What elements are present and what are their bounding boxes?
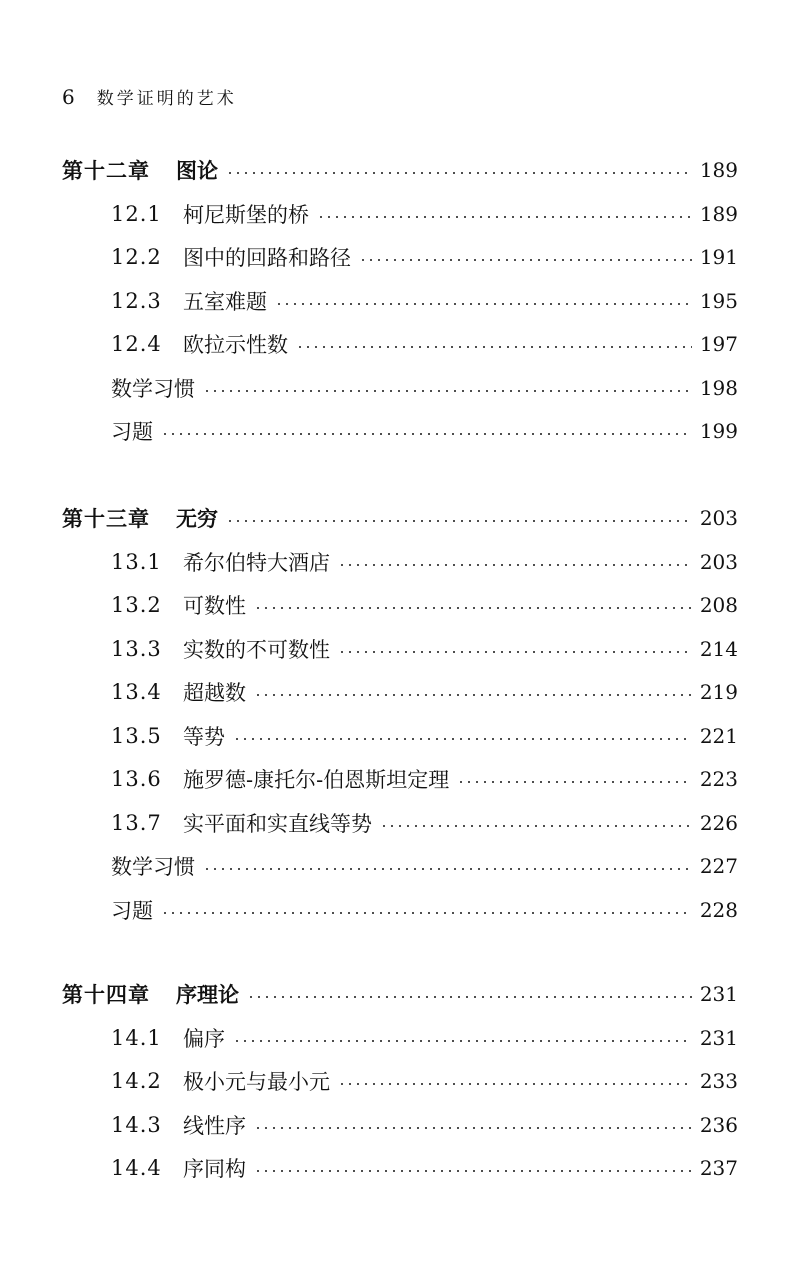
section-row[interactable] xyxy=(111,237,738,277)
leader-dots xyxy=(254,1127,692,1129)
section-row[interactable] xyxy=(111,324,738,364)
entry-page: 231 xyxy=(699,1025,738,1050)
entry-title: 习题 xyxy=(111,898,153,923)
chapter-row[interactable] xyxy=(62,498,738,538)
entry-label xyxy=(111,895,153,925)
section-row[interactable] xyxy=(111,1148,738,1188)
section-row[interactable] xyxy=(111,759,738,799)
section-number: 14.4 xyxy=(111,1156,162,1180)
chapter-label xyxy=(62,503,218,533)
entry-page: 237 xyxy=(699,1156,738,1180)
leader-dots xyxy=(359,259,692,261)
entry-label xyxy=(111,1110,246,1140)
running-header xyxy=(62,84,237,109)
leader-dots xyxy=(203,868,692,870)
chapter-title: 无穷 xyxy=(176,506,218,531)
chapter-row[interactable] xyxy=(62,150,738,190)
entry-title: 偏序 xyxy=(183,1026,225,1051)
entry-label xyxy=(111,1066,330,1096)
leader-dots xyxy=(254,1170,692,1172)
entry-title: 数学习惯 xyxy=(111,855,195,879)
leader-dots xyxy=(254,607,692,609)
book-title: 数学证明的艺术 xyxy=(96,89,237,109)
entry-title: 图中的回路和路径 xyxy=(183,246,351,270)
chapter-title: 序理论 xyxy=(176,982,239,1007)
chapter-page: 231 xyxy=(699,982,738,1006)
leader-dots xyxy=(338,564,692,566)
entry-page: 198 xyxy=(699,375,738,400)
entry-page: 189 xyxy=(699,201,738,226)
entry-label xyxy=(111,242,351,272)
leader-dots xyxy=(317,216,692,218)
section-row[interactable] xyxy=(111,585,738,625)
entry-title: 可数性 xyxy=(183,594,246,618)
entry-label xyxy=(111,416,153,446)
leader-dots xyxy=(254,694,692,696)
leader-dots xyxy=(247,996,692,998)
entry-title: 五室难题 xyxy=(183,289,267,314)
entry-page: 226 xyxy=(699,810,738,835)
entry-page: 191 xyxy=(699,245,738,269)
entry-label xyxy=(111,199,309,229)
entry-label xyxy=(111,721,225,751)
entry-title: 实数的不可数性 xyxy=(183,637,330,662)
section-number: 13.3 xyxy=(111,636,162,661)
entry-title: 施罗德-康托尔-伯恩斯坦定理 xyxy=(183,768,450,792)
leader-dots xyxy=(296,346,692,348)
section-number: 12.4 xyxy=(111,332,162,356)
section-number: 12.3 xyxy=(111,288,162,313)
entry-page: 223 xyxy=(699,767,738,791)
leader-dots xyxy=(457,781,692,783)
section-number: 13.1 xyxy=(111,549,162,574)
section-row[interactable] xyxy=(111,1061,738,1101)
leader-dots xyxy=(338,651,692,653)
chapter-number: 第十四章 xyxy=(62,982,150,1007)
section-row[interactable] xyxy=(111,281,738,321)
chapter-page: 203 xyxy=(699,506,738,530)
section-number: 14.3 xyxy=(111,1112,162,1137)
chapter-page: 189 xyxy=(699,158,738,182)
misc-row[interactable] xyxy=(111,890,738,930)
section-row[interactable] xyxy=(111,803,738,843)
entry-page: 228 xyxy=(699,897,738,922)
section-number: 14.2 xyxy=(111,1069,162,1093)
leader-dots xyxy=(203,390,692,392)
leader-dots xyxy=(233,1040,692,1042)
entry-label xyxy=(111,677,246,707)
leader-dots xyxy=(161,912,692,914)
entry-page: 197 xyxy=(699,332,738,356)
section-number: 12.2 xyxy=(111,245,162,269)
entry-title: 欧拉示性数 xyxy=(183,333,288,357)
entry-title: 等势 xyxy=(183,724,225,749)
entry-page: 195 xyxy=(699,288,738,313)
entry-page: 208 xyxy=(699,593,738,617)
entry-title: 实平面和实直线等势 xyxy=(183,811,372,836)
entry-page: 233 xyxy=(699,1069,738,1093)
leader-dots xyxy=(233,738,692,740)
entry-label xyxy=(111,286,267,316)
entry-page: 203 xyxy=(699,549,738,574)
section-number: 13.2 xyxy=(111,593,162,617)
chapter-number: 第十二章 xyxy=(62,158,150,183)
entry-title: 序同构 xyxy=(183,1157,246,1181)
entry-label xyxy=(111,764,449,794)
section-number: 13.7 xyxy=(111,810,162,835)
entry-label xyxy=(111,808,372,838)
entry-page: 221 xyxy=(699,723,738,748)
leader-dots xyxy=(226,520,692,522)
entry-page: 236 xyxy=(699,1112,738,1137)
entry-title: 希尔伯特大酒店 xyxy=(183,550,330,575)
entry-title: 超越数 xyxy=(183,681,246,705)
section-number: 13.5 xyxy=(111,723,162,748)
section-number: 13.6 xyxy=(111,767,162,791)
chapter-label xyxy=(62,155,218,185)
entry-label xyxy=(111,634,330,664)
section-row[interactable] xyxy=(111,1105,738,1145)
chapter-title: 图论 xyxy=(176,158,218,183)
section-number: 12.1 xyxy=(111,201,162,226)
entry-title: 极小元与最小元 xyxy=(183,1070,330,1094)
leader-dots xyxy=(380,825,692,827)
entry-label xyxy=(111,547,330,577)
section-row[interactable] xyxy=(111,672,738,712)
entry-label xyxy=(111,1153,246,1183)
section-number: 13.4 xyxy=(111,680,162,704)
entry-label xyxy=(111,329,288,359)
leader-dots xyxy=(226,172,692,174)
misc-row[interactable] xyxy=(111,411,738,451)
section-row[interactable] xyxy=(111,542,738,582)
entry-label xyxy=(111,373,195,403)
section-number: 14.1 xyxy=(111,1025,162,1050)
chapter-number: 第十三章 xyxy=(62,506,150,531)
entry-page: 219 xyxy=(699,680,738,704)
entry-title: 数学习惯 xyxy=(111,376,195,401)
section-row[interactable] xyxy=(111,1018,738,1058)
leader-dots xyxy=(275,303,692,305)
section-row[interactable] xyxy=(111,194,738,234)
entry-label xyxy=(111,1023,225,1053)
section-row[interactable] xyxy=(111,629,738,669)
entry-label xyxy=(111,851,195,881)
misc-row[interactable] xyxy=(111,368,738,408)
section-row[interactable] xyxy=(111,716,738,756)
entry-title: 习题 xyxy=(111,420,153,444)
leader-dots xyxy=(338,1083,692,1085)
entry-page: 199 xyxy=(699,419,738,443)
leader-dots xyxy=(161,433,692,435)
chapter-row[interactable] xyxy=(62,974,738,1014)
chapter-label xyxy=(62,979,239,1009)
page-number: 6 xyxy=(62,85,75,109)
entry-title: 线性序 xyxy=(183,1113,246,1138)
entry-title: 柯尼斯堡的桥 xyxy=(183,202,309,227)
entry-page: 227 xyxy=(699,854,738,878)
entry-page: 214 xyxy=(699,636,738,661)
misc-row[interactable] xyxy=(111,846,738,886)
entry-label xyxy=(111,590,246,620)
